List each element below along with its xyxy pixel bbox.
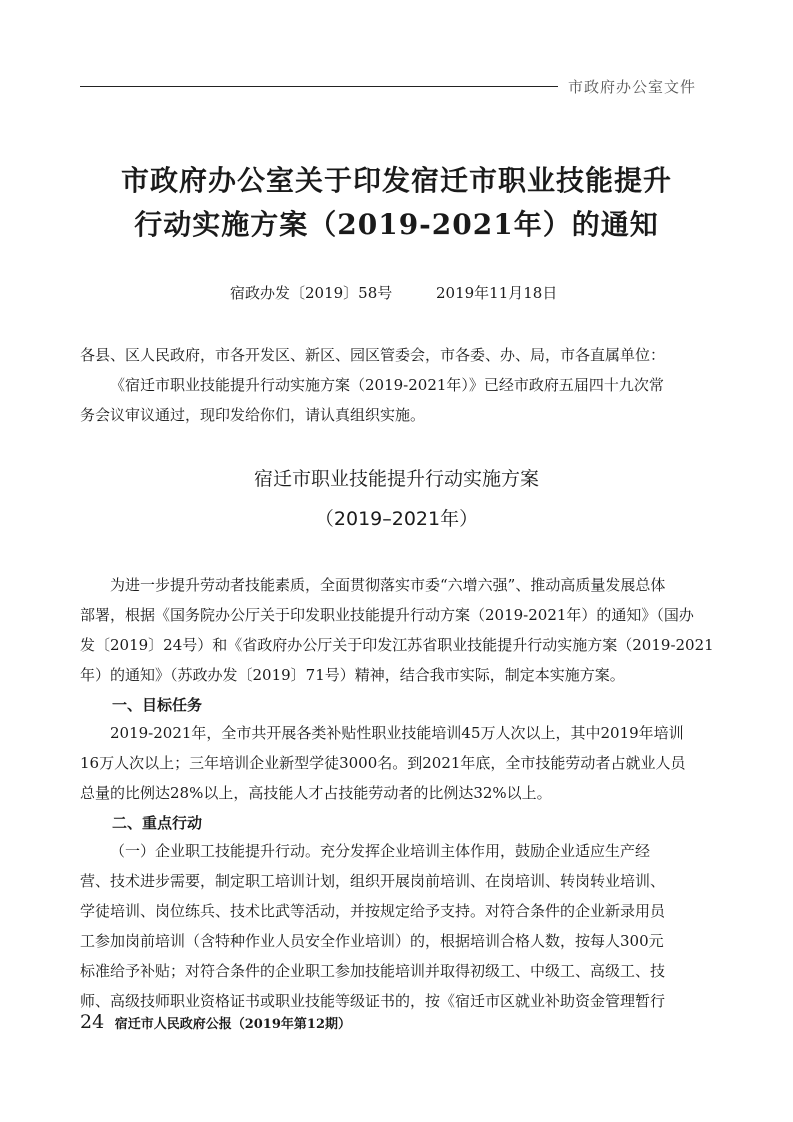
doc-number: 宿政办发〔2019〕58号 xyxy=(230,284,393,302)
addressee: 各县、区人民政府，市各开发区、新区、园区管委会，市各委、办、局，市各直属单位： xyxy=(80,346,666,364)
section-1-heading: 一、目标任务 xyxy=(112,696,203,714)
preamble-line-3: 发〔2019〕24号）和《省政府办公厅关于印发江苏省职业技能提升行动实施方案（2019-2021 xyxy=(80,636,714,654)
section-2-line-1: （一）企业职工技能提升行动。充分发挥企业培训主体作用，鼓励企业适应生产经 xyxy=(110,842,651,860)
section-2-heading: 二、重点行动 xyxy=(112,814,203,832)
header-rule xyxy=(80,86,558,87)
section-1-line-1: 2019-2021年，全市共开展各类补贴性职业技能培训45万人次以上，其中2019年培训 xyxy=(110,724,684,742)
document-title-line-1: 市政府办公室关于印发宿迁市职业技能提升 xyxy=(120,164,672,197)
publication-name: 宿迁市人民政府公报（2019年第12期） xyxy=(114,1017,351,1032)
intro-line-2: 务会议审议通过，现印发给你们，请认真组织实施。 xyxy=(80,406,426,424)
intro-line-1: 《宿迁市职业技能提升行动实施方案（2019-2021年）》已经市政府五届四十九次常 xyxy=(110,376,664,394)
section-1-line-3: 总量的比例达28%以上，高技能人才占技能劳动者的比例达32%以上。 xyxy=(80,784,552,802)
section-2-line-4: 工参加岗前培训（含特种作业人员安全作业培训）的，根据培训合格人数，按每人300元 xyxy=(80,932,664,950)
footer xyxy=(80,1011,351,1033)
plan-title-line-1: 宿迁市职业技能提升行动实施方案 xyxy=(253,468,539,490)
doc-date: 2019年11月18日 xyxy=(436,284,558,302)
document-title-line-2: 行动实施方案（2019-2021年）的通知 xyxy=(134,208,659,241)
preamble-line-2: 部署，根据《国务院办公厅关于印发职业技能提升行动方案（2019-2021年）的通知》（国办 xyxy=(80,606,694,624)
preamble-line-4: 年）的通知》（苏政办发〔2019〕71号）精神，结合我市实际，制定本实施方案。 xyxy=(80,666,625,684)
preamble-line-1: 为进一步提升劳动者技能素质，全面贯彻落实市委“六增六强”、推动高质量发展总体 xyxy=(110,576,666,594)
section-2-line-5: 标准给予补贴；对符合条件的企业职工参加技能培训并取得初级工、中级工、高级工、技 xyxy=(80,962,666,980)
section-2-line-6: 师、高级技师职业资格证书或职业技能等级证书的，按《宿迁市区就业补助资金管理暂行 xyxy=(80,992,666,1010)
header-label: 市政府办公室文件 xyxy=(568,78,697,96)
page-number: 24 xyxy=(80,1011,105,1033)
plan-title-line-2: （2019–2021年） xyxy=(314,508,479,530)
section-1-line-2: 16万人次以上；三年培训企业新型学徒3000名。到2021年底，全市技能劳动者占就业人员 xyxy=(80,754,686,772)
section-2-line-2: 营、技术进步需要，制定职工培训计划，组织开展岗前培训、在岗培训、转岗转业培训、 xyxy=(80,872,666,890)
section-2-line-3: 学徒培训、岗位练兵、技术比武等活动，并按规定给予支持。对符合条件的企业新录用员 xyxy=(80,902,666,920)
